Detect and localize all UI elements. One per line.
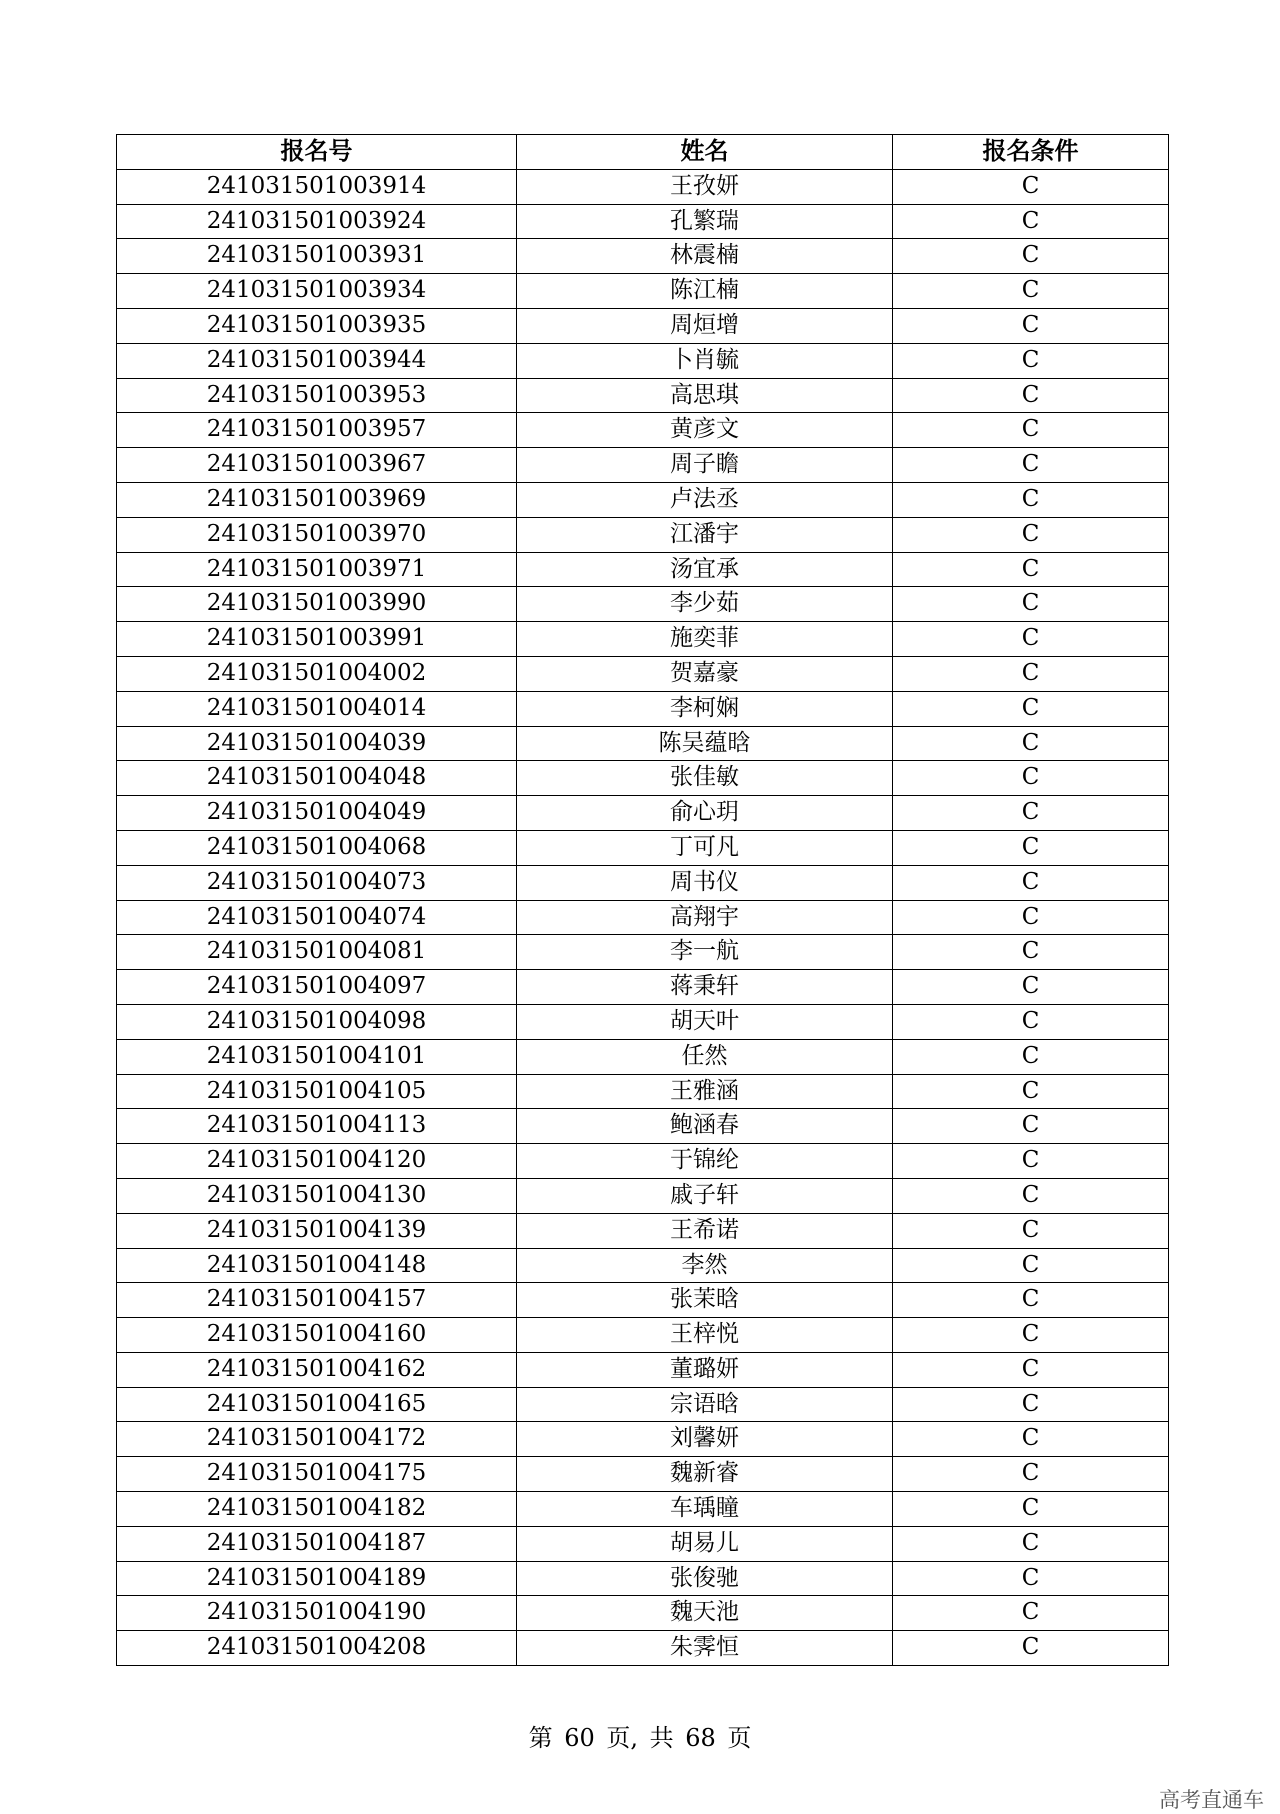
registration-table (116, 134, 1169, 1666)
name-cell: 王雅涵 (517, 1074, 893, 1109)
name-cell: 李一航 (517, 935, 893, 970)
condition-cell: C (893, 970, 1169, 1005)
name-cell: 周书仪 (517, 865, 893, 900)
table-row (117, 1596, 1169, 1631)
registration-number-cell: 241031501003970 (117, 517, 517, 552)
registration-number-cell: 241031501004190 (117, 1596, 517, 1631)
table-row (117, 761, 1169, 796)
condition-cell: C (893, 1074, 1169, 1109)
registration-number-cell: 241031501003924 (117, 204, 517, 239)
registration-number-cell: 241031501004120 (117, 1144, 517, 1179)
registration-number-cell: 241031501003971 (117, 552, 517, 587)
table-row (117, 900, 1169, 935)
table-row (117, 1352, 1169, 1387)
name-cell: 汤宜承 (517, 552, 893, 587)
registration-number-cell: 241031501004014 (117, 691, 517, 726)
registration-number-cell: 241031501004172 (117, 1422, 517, 1457)
table-row (117, 308, 1169, 343)
condition-cell: C (893, 726, 1169, 761)
condition-cell: C (893, 761, 1169, 796)
condition-cell: C (893, 1492, 1169, 1527)
condition-cell: C (893, 517, 1169, 552)
name-cell: 李少茹 (517, 587, 893, 622)
name-cell: 李柯娴 (517, 691, 893, 726)
name-cell: 王希诺 (517, 1213, 893, 1248)
condition-cell: C (893, 865, 1169, 900)
name-cell: 卜肖毓 (517, 343, 893, 378)
condition-cell: C (893, 239, 1169, 274)
table-row (117, 796, 1169, 831)
table-row (117, 204, 1169, 239)
name-cell: 张俊驰 (517, 1561, 893, 1596)
name-cell: 戚子轩 (517, 1178, 893, 1213)
condition-cell: C (893, 1248, 1169, 1283)
watermark-logo: 高考直通车 (1159, 1788, 1264, 1812)
name-cell: 魏新睿 (517, 1457, 893, 1492)
table-row (117, 1283, 1169, 1318)
condition-cell: C (893, 169, 1169, 204)
registration-number-cell: 241031501004139 (117, 1213, 517, 1248)
table-row (117, 587, 1169, 622)
table-body (117, 169, 1169, 1665)
table-row (117, 830, 1169, 865)
table-row (117, 378, 1169, 413)
table-row (117, 656, 1169, 691)
table-row (117, 1631, 1169, 1666)
registration-number-cell: 241031501004074 (117, 900, 517, 935)
registration-number-cell: 241031501004101 (117, 1039, 517, 1074)
table-row (117, 726, 1169, 761)
table-row (117, 1318, 1169, 1353)
registration-number-cell: 241031501003991 (117, 622, 517, 657)
condition-cell: C (893, 552, 1169, 587)
name-cell: 陈江楠 (517, 274, 893, 309)
registration-number-cell: 241031501004208 (117, 1631, 517, 1666)
registration-number-cell: 241031501003953 (117, 378, 517, 413)
registration-number-cell: 241031501004073 (117, 865, 517, 900)
condition-cell: C (893, 274, 1169, 309)
name-cell: 黄彦文 (517, 413, 893, 448)
registration-number-cell: 241031501004097 (117, 970, 517, 1005)
header-condition: 报名条件 (893, 135, 1169, 170)
condition-cell: C (893, 1283, 1169, 1318)
table-row (117, 1039, 1169, 1074)
table-row (117, 552, 1169, 587)
table-row (117, 1178, 1169, 1213)
registration-number-cell: 241031501004182 (117, 1492, 517, 1527)
registration-number-cell: 241031501004098 (117, 1004, 517, 1039)
condition-cell: C (893, 1004, 1169, 1039)
table-row (117, 865, 1169, 900)
condition-cell: C (893, 482, 1169, 517)
table-row (117, 413, 1169, 448)
registration-number-cell: 241031501004130 (117, 1178, 517, 1213)
table-row (117, 1144, 1169, 1179)
condition-cell: C (893, 935, 1169, 970)
table-row (117, 691, 1169, 726)
registration-number-cell: 241031501004048 (117, 761, 517, 796)
registration-number-cell: 241031501004113 (117, 1109, 517, 1144)
registration-number-cell: 241031501004160 (117, 1318, 517, 1353)
table-row (117, 1526, 1169, 1561)
name-cell: 胡天叶 (517, 1004, 893, 1039)
registration-number-cell: 241031501003957 (117, 413, 517, 448)
table-row (117, 482, 1169, 517)
registration-number-cell: 241031501004162 (117, 1352, 517, 1387)
table-row (117, 1074, 1169, 1109)
registration-number-cell: 241031501003944 (117, 343, 517, 378)
registration-number-cell: 241031501004002 (117, 656, 517, 691)
condition-cell: C (893, 1596, 1169, 1631)
condition-cell: C (893, 796, 1169, 831)
table-header-row (117, 135, 1169, 170)
name-cell: 贺嘉豪 (517, 656, 893, 691)
condition-cell: C (893, 1457, 1169, 1492)
header-name: 姓名 (517, 135, 893, 170)
table-row (117, 1213, 1169, 1248)
condition-cell: C (893, 691, 1169, 726)
name-cell: 王梓悦 (517, 1318, 893, 1353)
name-cell: 于锦纶 (517, 1144, 893, 1179)
registration-number-cell: 241031501004189 (117, 1561, 517, 1596)
name-cell: 林震楠 (517, 239, 893, 274)
registration-number-cell: 241031501003914 (117, 169, 517, 204)
name-cell: 高思琪 (517, 378, 893, 413)
name-cell: 董璐妍 (517, 1352, 893, 1387)
name-cell: 陈吴蕴晗 (517, 726, 893, 761)
registration-number-cell: 241031501003931 (117, 239, 517, 274)
registration-number-cell: 241031501003967 (117, 448, 517, 483)
name-cell: 施奕菲 (517, 622, 893, 657)
table-row (117, 517, 1169, 552)
table-row (117, 1561, 1169, 1596)
name-cell: 李然 (517, 1248, 893, 1283)
condition-cell: C (893, 830, 1169, 865)
name-cell: 卢法丞 (517, 482, 893, 517)
name-cell: 朱霁恒 (517, 1631, 893, 1666)
registration-number-cell: 241031501004148 (117, 1248, 517, 1283)
condition-cell: C (893, 1178, 1169, 1213)
page-number: 第 60 页, 共 68 页 (528, 1724, 752, 1752)
table-row (117, 1004, 1169, 1039)
name-cell: 车瑀瞳 (517, 1492, 893, 1527)
registration-number-cell: 241031501003935 (117, 308, 517, 343)
name-cell: 宗语晗 (517, 1387, 893, 1422)
table-row (117, 1248, 1169, 1283)
name-cell: 张茉晗 (517, 1283, 893, 1318)
header-registration-number: 报名号 (117, 135, 517, 170)
table-row (117, 239, 1169, 274)
condition-cell: C (893, 1318, 1169, 1353)
condition-cell: C (893, 1526, 1169, 1561)
name-cell: 江潘宇 (517, 517, 893, 552)
table-row (117, 1457, 1169, 1492)
condition-cell: C (893, 656, 1169, 691)
name-cell: 任然 (517, 1039, 893, 1074)
condition-cell: C (893, 1109, 1169, 1144)
condition-cell: C (893, 622, 1169, 657)
condition-cell: C (893, 1039, 1169, 1074)
registration-number-cell: 241031501004157 (117, 1283, 517, 1318)
name-cell: 蒋秉轩 (517, 970, 893, 1005)
registration-number-cell: 241031501003934 (117, 274, 517, 309)
registration-number-cell: 241031501004039 (117, 726, 517, 761)
table-row (117, 1109, 1169, 1144)
registration-number-cell: 241031501003990 (117, 587, 517, 622)
table-row (117, 343, 1169, 378)
name-cell: 胡易儿 (517, 1526, 893, 1561)
name-cell: 王孜妍 (517, 169, 893, 204)
registration-number-cell: 241031501004049 (117, 796, 517, 831)
registration-number-cell: 241031501004081 (117, 935, 517, 970)
table-row (117, 622, 1169, 657)
name-cell: 丁可凡 (517, 830, 893, 865)
condition-cell: C (893, 308, 1169, 343)
name-cell: 高翔宇 (517, 900, 893, 935)
registration-number-cell: 241031501004105 (117, 1074, 517, 1109)
condition-cell: C (893, 900, 1169, 935)
name-cell: 鲍涵春 (517, 1109, 893, 1144)
registration-number-cell: 241031501004165 (117, 1387, 517, 1422)
table-row (117, 1492, 1169, 1527)
registration-number-cell: 241031501004187 (117, 1526, 517, 1561)
name-cell: 周烜增 (517, 308, 893, 343)
condition-cell: C (893, 587, 1169, 622)
condition-cell: C (893, 1631, 1169, 1666)
name-cell: 孔繁瑞 (517, 204, 893, 239)
name-cell: 俞心玥 (517, 796, 893, 831)
condition-cell: C (893, 1561, 1169, 1596)
registration-number-cell: 241031501004068 (117, 830, 517, 865)
condition-cell: C (893, 448, 1169, 483)
condition-cell: C (893, 204, 1169, 239)
condition-cell: C (893, 378, 1169, 413)
table-row (117, 935, 1169, 970)
condition-cell: C (893, 343, 1169, 378)
condition-cell: C (893, 1213, 1169, 1248)
registration-number-cell: 241031501003969 (117, 482, 517, 517)
name-cell: 周子瞻 (517, 448, 893, 483)
table-row (117, 970, 1169, 1005)
table-row (117, 169, 1169, 204)
condition-cell: C (893, 1387, 1169, 1422)
table-row (117, 1422, 1169, 1457)
table-row (117, 1387, 1169, 1422)
table-row (117, 274, 1169, 309)
condition-cell: C (893, 1144, 1169, 1179)
name-cell: 刘馨妍 (517, 1422, 893, 1457)
condition-cell: C (893, 413, 1169, 448)
registration-number-cell: 241031501004175 (117, 1457, 517, 1492)
name-cell: 魏天池 (517, 1596, 893, 1631)
condition-cell: C (893, 1352, 1169, 1387)
table-row (117, 448, 1169, 483)
name-cell: 张佳敏 (517, 761, 893, 796)
condition-cell: C (893, 1422, 1169, 1457)
